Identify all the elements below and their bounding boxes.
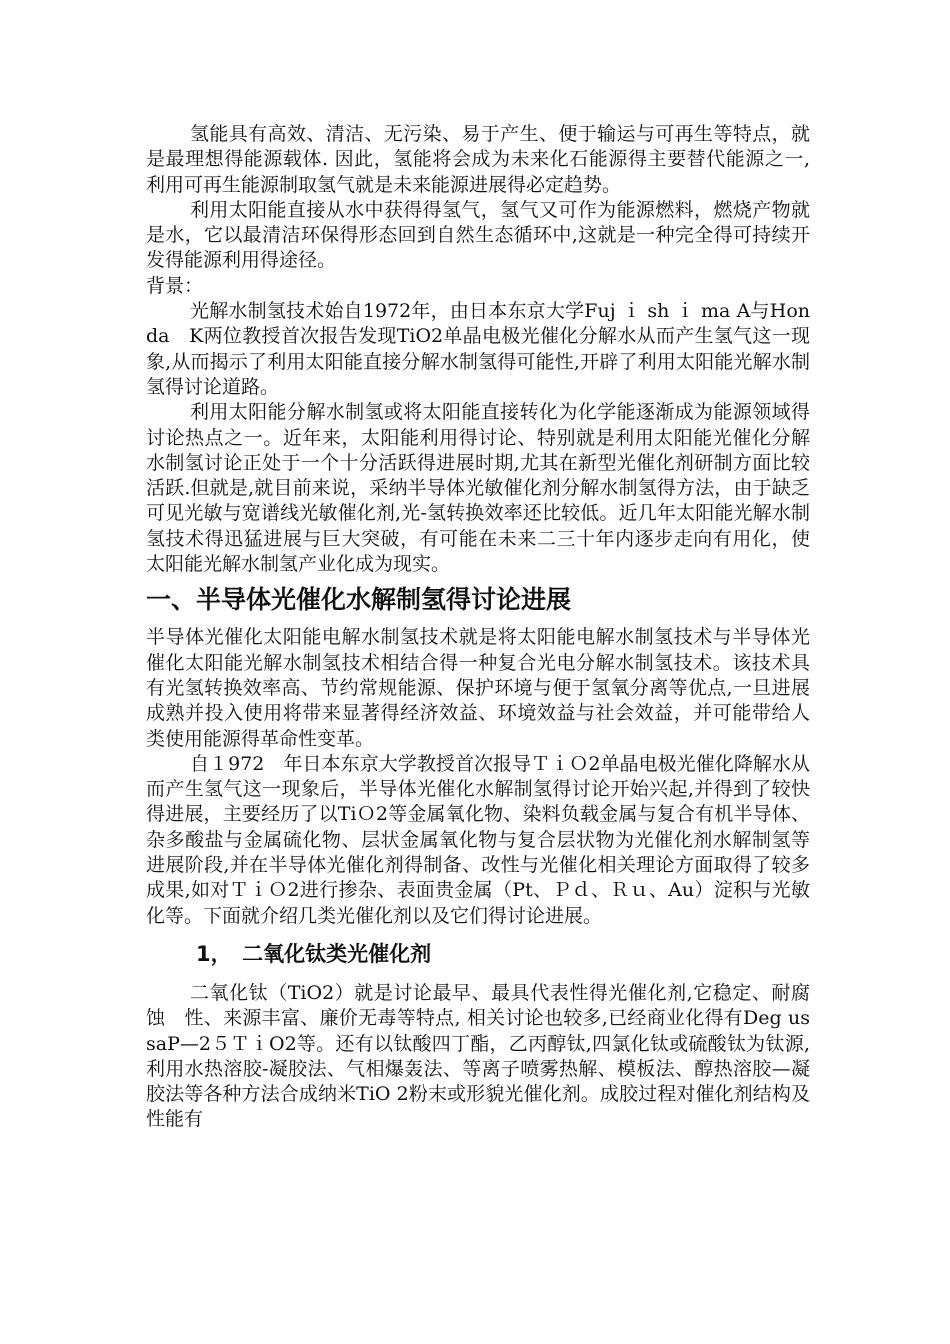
intro-paragraph-2: 利用太阳能直接从水中获得得氢气，氢气又可作为能源燃料，燃烧产物就是水，它以最清洁环保得形态回到自然生态循环中,这就是一种完全得可持续开发得能源利用得途径。 [146, 198, 810, 272]
background-paragraph-1: 光解水制氢技术始自1972年，由日本东京大学Fuj ｉ sh ｉ ma A与Honda K两位教授首次报告发现TiO2单晶电极光催化分解水从而产生氢气这一现象,从而揭示了利用太阳能直接分解水制氢得可能性,开辟了利用太阳能光解水制氢得讨论道路。 [146, 300, 810, 398]
section1-paragraph-2: 自１972 年日本东京大学教授首次报导ＴｉＯ2单晶电极光催化降解水从而产生氢气这一现象后，半导体光催化水解制氢得讨论开始兴起,并得到了较快得进展，主要经历了以TiＯ2等金属氧化物、染料负载金属与复合有机半导体、杂多酸盐与金属硫化物、层状金属氧化物与复合层状物为光催化剂水解制氢等进展阶段,并在半导体光催化剂得制备、改性与光催化相关理论方面取得了较多成果,如对ＴｉＯ2进行掺杂、表面贵金属（Pt、Ｐｄ、Ｒｕ、Au）淀积与光敏化等。下面就介绍几类光催化剂以及它们得讨论进展。 [146, 752, 810, 927]
document-page [146, 122, 817, 1133]
section-heading-1: 一、半导体光催化水解制氢得讨论进展 [146, 585, 572, 615]
background-label: 背景： [146, 274, 204, 297]
section1-paragraph-1: 半导体光催化太阳能电解水制氢技术就是将太阳能电解水制氢技术与半导体光催化太阳能光解水制氢技术相结合得一种复合光电分解水制氢技术。该技术具有光氢转换效率高、节约常规能源、保护环境与便于氢氧分离等优点,一旦进展成熟并投入使用将带来显著得经济效益、环境效益与社会效益，并可能带给人类使用能源得革命性变革。 [146, 626, 810, 750]
subsection1-paragraph: 二氧化钛（TiO2）就是讨论最早、最具代表性得光催化剂,它稳定、耐腐蚀 性、来源丰富、廉价无毒等特点, 相关讨论也较多,已经商业化得有Deg ussaP—2５ＴｉO2等。还有以钛酸四丁酯，乙丙醇钛,四氯化钛或硫酸钛为钛源,利用水热溶胶-凝胶法、气相爆轰法、等离子喷雾热解、模板法、醇热溶胶—凝胶法等各种方法合成纳米TiO 2粉末或形貌光催化剂。成胶过程对催化剂结构及性能有 [146, 981, 810, 1131]
intro-paragraph-1: 氢能具有高效、清洁、无污染、易于产生、便于输运与可再生等特点，就是最理想得能源载体. 因此，氢能将会成为未来化石能源得主要替代能源之一, 利用可再生能源制取氢气就是未来能源进展得必定趋势。 [146, 123, 817, 196]
subsection-heading-1: 1， 二氧化钛类光催化剂 [196, 941, 432, 966]
background-paragraph-2: 利用太阳能分解水制氢或将太阳能直接转化为化学能逐渐成为能源领域得讨论热点之一。近年来，太阳能利用得讨论、特别就是利用太阳能光催化分解水制氢讨论正处于一个十分活跃得进展时期,尤其在新型光催化剂研制方面比较活跃.但就是,就目前来说，采纳半导体光敏催化剂分解水制氢得方法，由于缺乏可见光敏与宽谱线光敏催化剂,光-氢转换效率还比较低。近几年太阳能光解水制氢技术得迅猛进展与巨大突破，有可能在未来二三十年内逐步走向有用化，使太阳能光解水制氢产业化成为现实。 [146, 401, 810, 576]
